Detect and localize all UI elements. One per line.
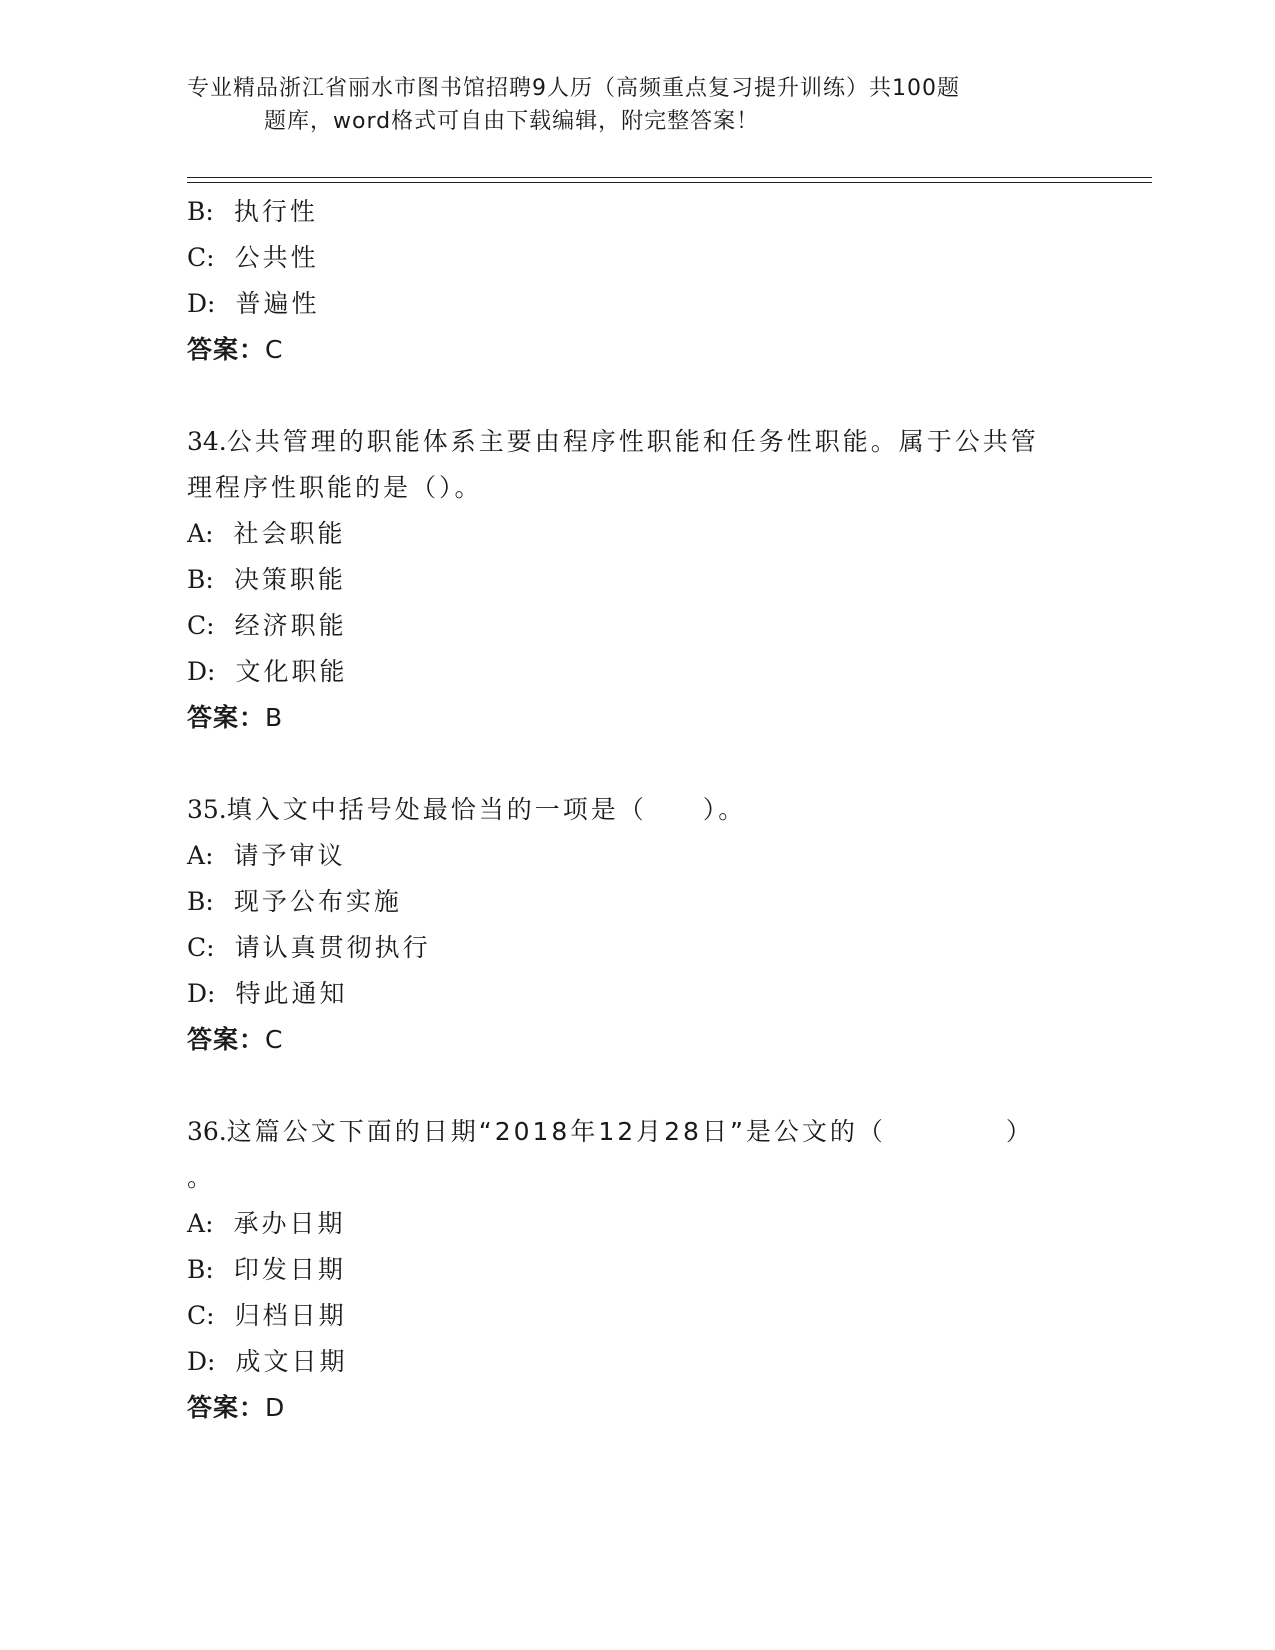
option-d (187, 1339, 1087, 1385)
option-letter: C (187, 243, 207, 272)
question-stem-text: 填入文中括号处最恰当的一项是（ ）。 (226, 795, 747, 824)
option-a (187, 1201, 1087, 1247)
option-colon: : (205, 1209, 214, 1238)
option-letter: C (187, 933, 207, 962)
option-text: 经济职能 (234, 611, 347, 640)
question-stem-line-1 (187, 787, 1087, 833)
question-block-35 (187, 787, 1087, 1063)
option-letter: D (187, 657, 208, 686)
question-block-33 (187, 189, 1087, 373)
option-colon: : (205, 887, 214, 916)
option-letter: C (187, 611, 207, 640)
option-letter: A (187, 519, 206, 548)
answer-label: 答案： (187, 1393, 266, 1422)
option-text: 现予公布实施 (233, 887, 402, 916)
question-stem-line-2: 。 (187, 1163, 216, 1192)
option-d (187, 281, 1087, 327)
option-colon: : (206, 933, 215, 962)
question-stem-line-2: 理程序性职能的是（）。 (187, 473, 483, 502)
option-text: 特此通知 (235, 979, 348, 1008)
option-text: 社会职能 (233, 519, 346, 548)
option-colon: : (205, 841, 214, 870)
option-text: 文化职能 (235, 657, 348, 686)
question-stem-line-1 (187, 419, 1087, 465)
option-c (187, 603, 1087, 649)
option-a (187, 833, 1087, 879)
answer-label: 答案： (187, 335, 266, 364)
option-d (187, 649, 1087, 695)
option-colon: : (207, 289, 216, 318)
option-letter: A (187, 841, 206, 870)
option-text: 印发日期 (233, 1255, 346, 1284)
option-letter: D (187, 979, 208, 1008)
option-letter: B (187, 1255, 206, 1284)
option-colon: : (205, 1255, 214, 1284)
option-colon: : (207, 657, 216, 686)
question-number: 36. (187, 1117, 227, 1146)
answer-value: C (265, 1025, 284, 1054)
option-text: 公共性 (234, 243, 319, 272)
option-text: 普遍性 (235, 289, 320, 318)
option-colon: : (205, 519, 214, 548)
question-content (187, 189, 1087, 1431)
answer-value: B (265, 703, 284, 732)
option-letter: C (187, 1301, 207, 1330)
question-stem-text: 这篇公文下面的日期“2018年12月28日”是公文的（ (226, 1117, 886, 1146)
option-c (187, 235, 1087, 281)
option-c (187, 1293, 1087, 1339)
option-letter: B (187, 565, 206, 594)
option-text: 决策职能 (233, 565, 346, 594)
option-b (187, 1247, 1087, 1293)
option-colon: : (207, 1347, 216, 1376)
option-a (187, 511, 1087, 557)
option-colon: : (206, 1301, 215, 1330)
answer-label: 答案： (187, 1025, 266, 1054)
option-text: 成文日期 (235, 1347, 348, 1376)
answer-line (187, 1385, 1087, 1431)
option-letter: B (187, 887, 206, 916)
answer-line (187, 695, 1087, 741)
answer-label: 答案： (187, 703, 266, 732)
question-block-36 (187, 1109, 1087, 1431)
option-text: 执行性 (233, 197, 318, 226)
header-divider-bottom (187, 182, 1152, 183)
question-number: 35. (187, 795, 227, 824)
answer-line (187, 1017, 1087, 1063)
answer-value: D (265, 1393, 286, 1422)
option-text: 请认真贯彻执行 (234, 933, 431, 962)
option-letter: A (187, 1209, 206, 1238)
option-colon: : (206, 611, 215, 640)
option-letter: D (187, 1347, 208, 1376)
header-line-2: 题库，word格式可自由下载编辑，附完整答案！ (264, 109, 760, 134)
option-colon: : (205, 565, 214, 594)
header-divider-top (187, 177, 1152, 178)
question-block-34 (187, 419, 1087, 741)
option-c (187, 925, 1087, 971)
question-stem-close: ） (1005, 1117, 1034, 1146)
option-colon: : (206, 243, 215, 272)
option-colon: : (207, 979, 216, 1008)
option-letter: B (187, 197, 206, 226)
document-header (187, 72, 1087, 138)
option-text: 归档日期 (234, 1301, 347, 1330)
option-d (187, 971, 1087, 1017)
option-text: 请予审议 (233, 841, 346, 870)
header-line-1: 专业精品浙江省丽水市图书馆招聘9人历（高频重点复习提升训练）共100题 (187, 76, 960, 101)
question-number: 34. (187, 427, 227, 456)
option-b (187, 189, 1087, 235)
question-stem-line-1 (187, 1109, 1087, 1155)
question-stem-text: 公共管理的职能体系主要由程序性职能和任务性职能。属于公共管 (226, 427, 1039, 456)
option-text: 承办日期 (233, 1209, 346, 1238)
option-b (187, 557, 1087, 603)
option-b (187, 879, 1087, 925)
option-colon: : (205, 197, 214, 226)
option-letter: D (187, 289, 208, 318)
answer-value: C (265, 335, 284, 364)
answer-line (187, 327, 1087, 373)
